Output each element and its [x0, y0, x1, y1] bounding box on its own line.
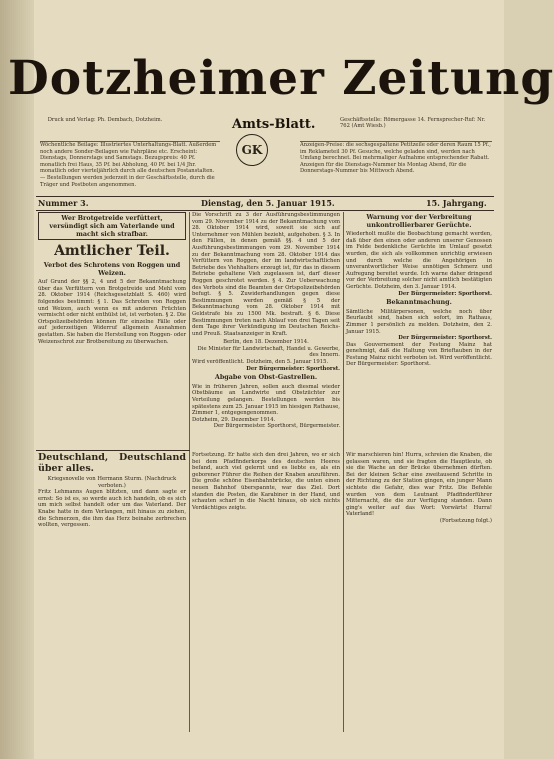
- warning-banner: Wer Brotgetreide verfüttert, versündigt sich am Vaterlande und macht sich strafbar.: [38, 212, 186, 240]
- mayor-signature: Der Bürgermeister. Sporthorst, Bürgermeister.: [213, 423, 340, 430]
- article-heading: Warnung vor der Verbreitung unkontrollierbarer Gerüchte.: [366, 213, 472, 229]
- novel-headline: Deutschland, Deutschland über alles.: [38, 452, 186, 474]
- mayor-signature: Der Bürgermeister: Sporthorst.: [398, 290, 492, 297]
- novel-column-3: [346, 452, 492, 752]
- issue-date: Dienstag, den 5. Januar 1915.: [201, 198, 335, 208]
- novel-body: Fortsetzung. Er hatte sich den drei Jahren, wo er sich bei dem Pfadfinderkorps des deutschen Heeres befand, auch viel gelernt und es liebte es, als ein geborener Führer die Reihen der Knaben anzuführen. Die große schöne Eisenbahnbrücke, die unten einen neuen Bahnhof überspannte, war das Ziel. Dort standen die Posten, die Karabiner in der Hand, und schauten scharf in die Nacht hinaus, ob sich nichts Verdächtiges zeigte.: [192, 452, 340, 511]
- article-body: Sämtliche Militärpersonen, welche noch über Beurlaubt sind, haben sich sofort, im Rathaus, Zimmer 1 persönlich zu melden. Dotzheim, den 2. Januar 1915.: [346, 308, 492, 335]
- novel-column-2: [192, 452, 340, 752]
- masthead-subtitle: Amts-Blatt.: [232, 117, 316, 132]
- article-body: Auf Grund der §§ 2, 4 und 5 der Bekanntmachung über das Verfüttern von Brotgetreide und Mehl vom 28. Oktober 1914 (Reichsgesetzblatt S. 460) wird folgendes bestimmt: § 1. Das Schroten von Roggen und Weizen, auch wenn es mit anderen Früchten vermischt oder nicht enthülst ist, ist verboten. § 2. Die Ortspolizeibehörden können für einzelne Fälle oder auf jederzeitigen Widerruf allgemein Ausnahmen gestatten. Sie haben die Herstellung von Roggen- oder Weizenschrot zur Brotbereitung zu überwachen.: [38, 279, 186, 345]
- article-body: Wiederholt mußte die Beobachtung gemacht werden, daß über den einen oder anderen unserer Genossen im Felde bedenkliche Gerüchte im Umlauf gesetzt wurden, die sich als vollkommen unrichtig erwiesen und durch welche die Angehörigen in unverantwortlicher Weise unnötigen Schmerz und Aufregung bereitet wurde. Ich warne daher dringend vor der Verbreitung solcher nicht amtlich bestätigten Gerüchte. Dotzheim, den 3. Januar 1914.: [346, 231, 492, 290]
- article-heading: Bekanntmachung.: [386, 298, 452, 307]
- column-3: [346, 212, 492, 450]
- masthead-title: Dotzheimer Zeitung: [8, 51, 554, 106]
- article-body: Die Vorschrift zu 3 der Ausführungsbestimmungen vom 29. November 1914 zu der Bekanntmachung vom 28. Oktober 1914 wird, soweit sie sich auf Unternehmer von Mühlen bezieht, aufgehoben. § 3. In den Fällen, in denen gemäß §§. 4 und 5 der Ausführungsbestimmungen vom 29. November 1914 zu der Bekanntmachung vom 28. Oktober 1914 das Verfüttern von Roggen, der im landwirtschaftlichen Betriebe des Viehhalters erzeugt ist, für das in diesem Betriebe gehaltene Vieh zugelassen ist, darf dieser Roggen geschrotet werden. § 4. Zur Ueberwachung des Verbots sind die Beamten der Ortspolizeibehörden befugt. § 5. Zuwiderhandlungen gegen diese Bestimmungen werden gemäß § 5 der Bekanntmachung vom 28. Oktober 1914 mit Geldstrafe bis zu 1500 Mk. bestraft. § 6. Diese Bestimmungen treten nach Ablauf von drei Tagen seit dem Tage ihrer Verkündigung im Deutschen Reichs- und Preuß. Staatsanzeiger in Kraft.: [192, 212, 340, 337]
- article-heading: Abgabe von Obst-Gastrellen.: [214, 373, 318, 382]
- novel-column-1: [38, 452, 186, 752]
- publisher-info: Druck und Verlag: Ph. Dembach, Dotzheim.: [47, 117, 163, 123]
- seal-letters: GK: [241, 143, 263, 157]
- issue-year: 15. Jahrgang.: [426, 198, 487, 208]
- novel-body: Wir marschieren hin! Hurra, schreien die Knaben, die gelassen waren, und sie fragten die Hauptleute, ob sie die Wache an der Brücke übernehmen dürften. Bei der kleinen Schar eine zweitausend Schritte in der Richtung zu der Station gingen, ein junger Mann sichtete die Gefahr, dies war Fritz. Die Befehle wurden von dem Leutnant Pfadfinderführer Mitternacht, die die zur Verfügung standen. Dann ging's weiter auf das Wort: Vorwärts! Hurra! Vaterland!: [346, 452, 492, 518]
- section-title: Amtlicher Teil.: [54, 243, 170, 259]
- novel-body: Fritz Lehmanns Augen blitzten, und dann sagte er ernst: So ist es, so werde auch ich handeln, ob es sich um mich selbst handelt oder um das Vaterland. Der Knabe hatte in dem Verlangen, mit hinaus zu ziehen, die Schmerzen, die ihm das Herz beinahe zerbrechen wollten, vergessen.: [38, 489, 186, 529]
- advert-prices: Anzeigen-Preise: die sechsgespaltene Petitzeile oder deren Raum 15 Pf., im Reklameteil 30 Pf. Gesuche, welche geladen sind, werden nach Umfang berechnet. Bei mehrmaliger Aufnahme entsprechender Rabatt. Anzeigen für die Dienstags-Nummer bis Montag Abend, für die Donnerstags-Nummer bis Mittwoch Abend.: [300, 141, 492, 196]
- mayor-signature: Der Bürgermeister: Sporthorst.: [246, 365, 340, 372]
- issue-bar: [36, 196, 494, 210]
- ministers: Die Minister für Landwirtschaft, Handel u. Gewerbe, des Innern.: [197, 345, 340, 359]
- rule-bottom: [36, 210, 494, 211]
- column-divider: [189, 212, 190, 732]
- office-info: Geschäftsstelle: Römergasse 14. Fernsprecher-Ruf: Nr. 762 (Amt Wiesb.): [340, 117, 486, 130]
- subscription-info: Wöchentliche Beilage: Illustriertes Unterhaltungs-Blatt. Außerdem noch andere Sonder-Beilagen wie Fahrpläne etc. Erscheint: Dienstags, Donnerstags und Samstags. Bezugspreis: 40 Pf. monatlich frei Haus, 35 Pf. bei Abholung, 40 Pf. bei 1/4 Jhr. monatlich oder vierteljährlich durch alle deutschen Postanstalten. — Bestellungen werden jederzeit in der Geschäftsstelle, durch die Träger und Postboten angenommen.: [40, 141, 220, 196]
- coat-of-arms-icon: [236, 134, 268, 166]
- column-2: [192, 212, 340, 450]
- novel-subhead: Kriegsnovelle von Hermann Sturm. (Nachdruck verboten.): [47, 476, 177, 489]
- column-1: [38, 212, 186, 450]
- article-heading: Verbot des Schrotens von Roggen und Weizen.: [43, 261, 181, 277]
- mayor-signature: Der Bürgermeister: Sporthorst.: [398, 335, 492, 342]
- article-body: Das Gouvernement der Festung Mainz hat genehmigt, daß die Haltung von Brieftauben in der Festung Mainz nicht verboten ist. Wird veröffentlicht. Der Bürgermeister: Sporthorst.: [346, 341, 492, 368]
- rule-lower: [36, 450, 190, 451]
- signoff: Berlin, den 18. Dezember 1914.: [223, 339, 309, 346]
- published-note: Wird veröffentlicht. Dotzheim, den 5. Januar 1915.: [192, 359, 329, 366]
- date-note: Dotzheim, 29. Dezember 1914.: [192, 416, 276, 423]
- column-divider: [343, 212, 344, 732]
- article-body: Wie in früheren Jahren, sollen auch diesmal wieder Obstbäume an Landwirte und Obstzüchter zur Verteilung gelangen. Bestellungen werden bis spätestens zum 25. Januar 1915 im hiesigen Rathause, Zimmer 1, entgegengenommen.: [192, 383, 340, 417]
- continued-note: (Fortsetzung folgt.): [439, 517, 492, 524]
- issue-number: Nummer 3.: [38, 198, 89, 208]
